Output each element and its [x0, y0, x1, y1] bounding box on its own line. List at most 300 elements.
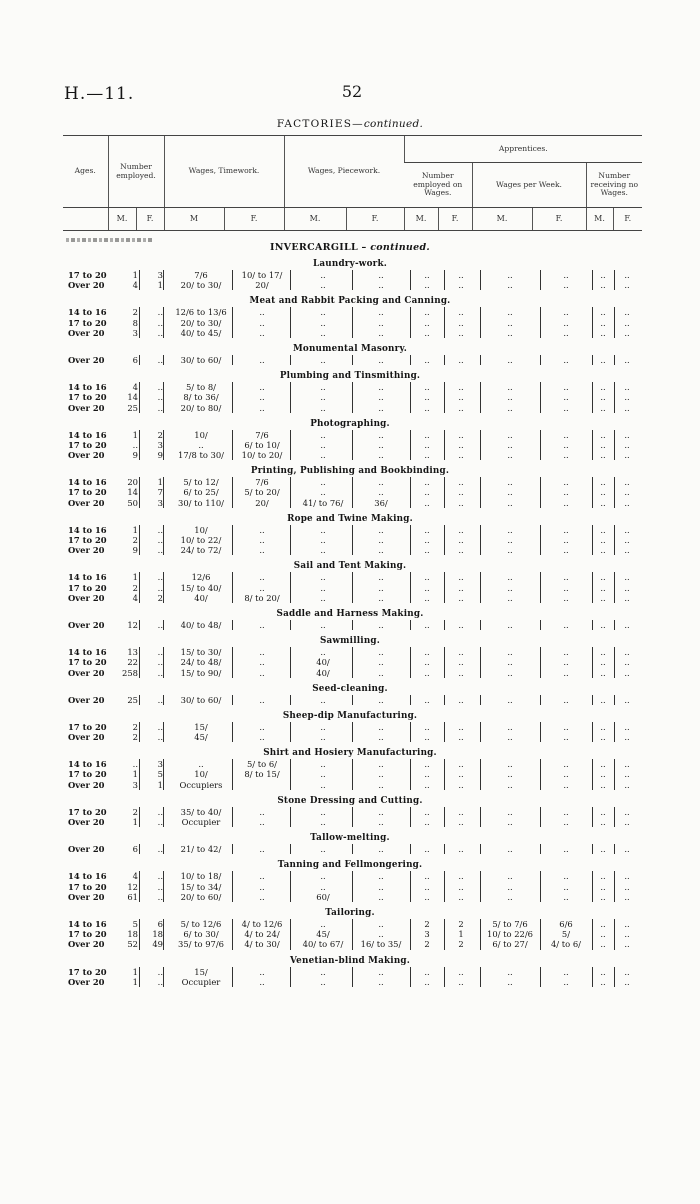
table-row	[0, 318, 700, 328]
cell-app-m: ..	[424, 582, 430, 593]
cell-app-f: ..	[458, 871, 464, 882]
cell-age: Over 20	[68, 844, 105, 855]
cell-nowage-m: ..	[600, 450, 606, 461]
cell-app-f: ..	[458, 280, 464, 291]
column-rule	[163, 450, 164, 460]
cell-piece-f: ..	[378, 572, 384, 583]
cell-nowage-f: ..	[624, 976, 630, 987]
cell-time-m: 35/ to 97/6	[177, 939, 225, 950]
cell-app-wage-m: 6/ to 27/	[492, 939, 528, 950]
cell-app-m: ..	[424, 450, 430, 461]
cell-app-wage-f: ..	[563, 535, 569, 545]
cell-app-m: ..	[424, 382, 430, 393]
cell-time-f: ..	[259, 817, 265, 827]
cell-time-m: 40/ to 48/	[180, 619, 222, 630]
cell-app-m: ..	[424, 721, 430, 732]
cell-app-m: ..	[424, 759, 430, 770]
cell-emp-m: 25	[127, 694, 138, 705]
cell-app-wage-m: ..	[507, 354, 513, 365]
table-row	[0, 593, 700, 603]
cell-nowage-m: ..	[600, 392, 606, 403]
column-rule	[139, 871, 140, 881]
cell-emp-f: ..	[157, 572, 163, 583]
cell-nowage-m: ..	[600, 545, 606, 556]
cell-nowage-f: ..	[624, 939, 630, 950]
cell-nowage-m: ..	[600, 891, 606, 902]
cell-piece-f: ..	[378, 966, 384, 977]
cell-time-f: ..	[259, 307, 265, 318]
cell-age: 17 to 20	[68, 582, 107, 593]
table-title-continued: continued.	[363, 118, 424, 130]
cell-piece-f: 16/ to 35/	[360, 939, 402, 950]
column-rule	[139, 780, 140, 790]
cell-time-m: 20/ to 30/	[180, 317, 222, 328]
cell-nowage-f: ..	[624, 439, 630, 450]
column-rule	[139, 939, 140, 949]
column-rule	[139, 545, 140, 555]
column-rule	[139, 882, 140, 892]
cell-nowage-m: ..	[600, 694, 606, 705]
cell-emp-f: ..	[157, 732, 163, 743]
cell-piece-f: ..	[378, 592, 384, 603]
cell-app-f: ..	[458, 721, 464, 732]
section	[0, 636, 700, 678]
cell-nowage-f: ..	[624, 619, 630, 630]
column-rule	[139, 430, 140, 440]
column-rule	[139, 732, 140, 742]
cell-age: 17 to 20	[68, 317, 107, 328]
cell-time-f: ..	[259, 327, 265, 338]
cell-piece-m: 40/	[316, 667, 330, 678]
cell-time-f: ..	[259, 806, 265, 817]
cell-piece-m: ..	[320, 966, 326, 977]
col-app-no-wages: Number receiving no Wages.	[586, 163, 642, 208]
col-emp-f: F.	[136, 208, 164, 231]
cell-time-m: 30/ to 60/	[180, 354, 222, 365]
cell-emp-f: ..	[157, 966, 163, 977]
cell-app-wage-f: ..	[563, 891, 569, 902]
cell-time-f: 4/ to 24/	[244, 929, 280, 940]
section	[0, 748, 700, 790]
cell-time-f: ..	[259, 382, 265, 393]
cell-emp-f: 9	[157, 450, 163, 461]
cell-nowage-m: ..	[600, 976, 606, 987]
cell-emp-m: 1	[132, 270, 138, 280]
cell-app-m: ..	[424, 732, 430, 743]
table-row	[0, 450, 700, 460]
cell-emp-f: 5	[157, 769, 163, 780]
cell-app-f: ..	[458, 582, 464, 593]
cell-app-wage-f: ..	[563, 976, 569, 987]
table-row	[0, 844, 700, 854]
cell-app-wage-f: ..	[563, 657, 569, 668]
column-rule	[139, 307, 140, 317]
column-rule	[163, 929, 164, 939]
cell-app-wage-m: ..	[507, 582, 513, 593]
cell-time-m: 10/	[194, 769, 208, 780]
table-row	[0, 307, 700, 317]
table-row	[0, 647, 700, 657]
section	[0, 514, 700, 556]
cell-age: 17 to 20	[68, 392, 107, 403]
cell-emp-f: 1	[157, 477, 163, 488]
cell-emp-f: ..	[157, 976, 163, 987]
cell-time-f: 7/6	[255, 429, 269, 440]
cell-time-f: 20/	[255, 280, 269, 291]
column-rule	[139, 382, 140, 392]
cell-age: 17 to 20	[68, 929, 107, 940]
cell-nowage-m: ..	[600, 966, 606, 977]
table-row	[0, 722, 700, 732]
cell-app-m: ..	[424, 592, 430, 603]
cell-time-m: 10/	[194, 524, 208, 535]
cell-app-wage-m: ..	[507, 779, 513, 790]
cell-app-m: ..	[424, 402, 430, 413]
cell-app-wage-f: ..	[563, 450, 569, 461]
cell-time-f: 10/ to 17/	[241, 270, 283, 280]
town-heading: INVERCARGILL – continued.	[269, 242, 431, 253]
cell-emp-f: ..	[157, 891, 163, 902]
cell-time-f: ..	[259, 657, 265, 668]
cell-emp-f: ..	[157, 844, 163, 855]
cell-piece-f: ..	[378, 327, 384, 338]
cell-app-wage-f: ..	[563, 694, 569, 705]
cell-time-m: 5/ to 8/	[185, 382, 217, 393]
cell-app-m: ..	[424, 657, 430, 668]
cell-emp-f: ..	[157, 535, 163, 545]
cell-app-m: ..	[424, 881, 430, 892]
cell-piece-m: ..	[320, 769, 326, 780]
cell-app-f: ..	[458, 759, 464, 770]
cell-emp-m: 3	[132, 327, 138, 338]
column-rule	[163, 355, 164, 365]
cell-nowage-m: ..	[600, 779, 606, 790]
cell-piece-f: ..	[378, 918, 384, 929]
column-rule	[163, 270, 164, 280]
cell-piece-f: ..	[378, 976, 384, 987]
cell-piece-f: ..	[378, 817, 384, 827]
cell-time-f: ..	[259, 844, 265, 855]
cell-piece-m: ..	[320, 477, 326, 488]
cell-time-m: ..	[198, 439, 204, 450]
cell-app-f: ..	[458, 382, 464, 393]
cell-nowage-f: ..	[624, 429, 630, 440]
cell-app-wage-m: ..	[507, 871, 513, 882]
cell-piece-f: ..	[378, 280, 384, 291]
cell-emp-m: 61	[127, 891, 138, 902]
cell-emp-m: 8	[132, 317, 138, 328]
cell-age: 14 to 16	[68, 871, 107, 882]
table-header	[63, 135, 642, 231]
cell-piece-m: ..	[320, 817, 326, 827]
cell-nowage-f: ..	[624, 966, 630, 977]
col-app-wage-m: M.	[472, 208, 532, 231]
section-title: Sail and Tent Making.	[293, 561, 407, 572]
cell-app-wage-m: ..	[507, 647, 513, 658]
cell-time-f: 7/6	[255, 477, 269, 488]
cell-app-wage-m: ..	[507, 270, 513, 280]
cell-piece-f: ..	[378, 307, 384, 318]
cell-time-m: 10/	[194, 429, 208, 440]
cell-app-f: ..	[458, 806, 464, 817]
cell-piece-m: ..	[320, 280, 326, 291]
cell-app-f: ..	[458, 732, 464, 743]
cell-age: 14 to 16	[68, 307, 107, 318]
cell-time-f: ..	[259, 647, 265, 658]
cell-emp-m: 25	[127, 402, 138, 413]
cell-app-m: ..	[424, 327, 430, 338]
cell-piece-m: ..	[320, 806, 326, 817]
cell-emp-m: 1	[132, 817, 138, 827]
cell-app-f: ..	[458, 392, 464, 403]
cell-time-f: ..	[259, 619, 265, 630]
cell-app-wage-f: ..	[563, 779, 569, 790]
cell-age: Over 20	[68, 694, 105, 705]
cell-age: Over 20	[68, 327, 105, 338]
cell-time-f: 20/	[255, 497, 269, 508]
cell-time-f: ..	[259, 732, 265, 743]
section-title: Meat and Rabbit Packing and Canning.	[249, 296, 451, 307]
cell-nowage-m: ..	[600, 667, 606, 678]
cell-piece-f: ..	[378, 844, 384, 855]
cell-time-f: 4/ to 30/	[244, 939, 280, 950]
column-rule	[163, 882, 164, 892]
cell-app-wage-f: ..	[563, 817, 569, 827]
column-rule	[139, 355, 140, 365]
column-rule	[163, 722, 164, 732]
table-row	[0, 270, 700, 280]
col-app-nowage-m: M.	[586, 208, 613, 231]
cell-app-wage-f: ..	[563, 327, 569, 338]
cell-piece-m: ..	[320, 721, 326, 732]
col-apprentices: Apprentices.	[404, 136, 642, 163]
cell-emp-m: 1	[132, 429, 138, 440]
cell-piece-m: 40/	[316, 657, 330, 668]
cell-time-m: 20/ to 30/	[180, 280, 222, 291]
cell-app-m: ..	[424, 497, 430, 508]
column-rule	[163, 977, 164, 987]
cell-age: 14 to 16	[68, 382, 107, 393]
cell-piece-f: ..	[378, 582, 384, 593]
cell-time-f: ..	[259, 524, 265, 535]
section	[0, 684, 700, 705]
cell-app-wage-m: ..	[507, 545, 513, 556]
cell-app-wage-m: ..	[507, 317, 513, 328]
cell-age: 17 to 20	[68, 721, 107, 732]
cell-app-f: ..	[458, 881, 464, 892]
cell-app-wage-m: ..	[507, 402, 513, 413]
column-rule	[163, 967, 164, 977]
cell-app-f: ..	[458, 429, 464, 440]
cell-app-f: ..	[458, 769, 464, 780]
cell-time-m: 40/	[194, 592, 208, 603]
cell-time-f: ..	[259, 582, 265, 593]
cell-piece-m: ..	[320, 402, 326, 413]
cell-emp-f: ..	[157, 881, 163, 892]
cell-app-f: ..	[458, 402, 464, 413]
cell-nowage-m: ..	[600, 806, 606, 817]
cell-time-m: 12/6 to 13/6	[175, 307, 227, 318]
table-row	[0, 280, 700, 290]
section-title: Laundry-work.	[312, 259, 388, 269]
cell-nowage-f: ..	[624, 918, 630, 929]
cell-piece-m: ..	[320, 317, 326, 328]
cell-piece-m: ..	[320, 732, 326, 743]
column-rule	[139, 844, 140, 854]
cell-age: 17 to 20	[68, 966, 107, 977]
cell-time-f: ..	[259, 966, 265, 977]
column-rule	[139, 967, 140, 977]
cell-app-f: ..	[458, 667, 464, 678]
cell-piece-m: ..	[320, 582, 326, 593]
column-rule	[139, 477, 140, 487]
cell-emp-f: ..	[157, 307, 163, 318]
cell-nowage-m: ..	[600, 477, 606, 488]
cell-app-m: ..	[424, 429, 430, 440]
cell-time-m: 8/ to 36/	[183, 392, 219, 403]
cell-nowage-m: ..	[600, 871, 606, 882]
col-wages-piecework: Wages, Piecework.	[284, 136, 404, 208]
table-row	[0, 620, 700, 630]
cell-app-m: ..	[424, 966, 430, 977]
cell-piece-m: ..	[320, 871, 326, 882]
cell-time-f: 5/ to 6/	[246, 759, 278, 770]
table-row	[0, 919, 700, 929]
cell-emp-m: 2	[132, 721, 138, 732]
cell-emp-m: 18	[127, 929, 138, 940]
cell-app-f: ..	[458, 572, 464, 583]
column-rule	[163, 769, 164, 779]
cell-age: Over 20	[68, 545, 105, 556]
cell-app-wage-f: ..	[563, 881, 569, 892]
column-rule	[163, 382, 164, 392]
cell-time-f: ..	[259, 694, 265, 705]
cell-app-m: ..	[424, 535, 430, 545]
cell-app-m: 2	[424, 939, 430, 950]
column-rule	[163, 440, 164, 450]
cell-emp-m: ..	[132, 759, 138, 770]
cell-nowage-f: ..	[624, 592, 630, 603]
table-row	[0, 892, 700, 902]
cell-emp-f: ..	[157, 657, 163, 668]
cell-emp-f: ..	[157, 327, 163, 338]
cell-piece-f: ..	[378, 477, 384, 488]
cell-piece-m: ..	[320, 976, 326, 987]
cell-piece-f: ..	[378, 545, 384, 556]
cell-app-wage-f: ..	[563, 477, 569, 488]
cell-app-f: ..	[458, 545, 464, 556]
column-rule	[139, 593, 140, 603]
cell-emp-m: 4	[132, 871, 138, 882]
section-title: Saddle and Harness Making.	[276, 608, 424, 619]
cell-age: Over 20	[68, 354, 105, 365]
cell-app-wage-m: ..	[507, 307, 513, 318]
column-rule	[163, 668, 164, 678]
cell-age: Over 20	[68, 280, 105, 291]
cell-nowage-m: ..	[600, 280, 606, 291]
cell-app-f: ..	[458, 487, 464, 498]
table-row	[0, 780, 700, 790]
cell-piece-m: ..	[320, 524, 326, 535]
cell-nowage-f: ..	[624, 487, 630, 498]
cell-app-wage-m: ..	[507, 619, 513, 630]
table-row	[0, 477, 700, 487]
cell-time-f: ..	[259, 721, 265, 732]
cell-age: 17 to 20	[68, 487, 107, 498]
cell-piece-f: ..	[378, 871, 384, 882]
cell-piece-m: ..	[320, 592, 326, 603]
cell-piece-f: ..	[378, 891, 384, 902]
cell-emp-m: ..	[132, 439, 138, 450]
column-rule	[139, 583, 140, 593]
cell-age: 17 to 20	[68, 806, 107, 817]
cell-time-f: ..	[259, 667, 265, 678]
cell-nowage-f: ..	[624, 844, 630, 855]
cell-time-m: 5/ to 12/6	[180, 918, 222, 929]
column-rule	[163, 892, 164, 902]
cell-piece-f: ..	[378, 647, 384, 658]
cell-piece-f: ..	[378, 779, 384, 790]
table-row	[0, 382, 700, 392]
cell-piece-f: ..	[378, 392, 384, 403]
cell-emp-f: ..	[157, 817, 163, 827]
cell-app-f: ..	[458, 524, 464, 535]
column-rule	[163, 318, 164, 328]
cell-time-f: ..	[259, 354, 265, 365]
cell-app-wage-m: ..	[507, 392, 513, 403]
cell-time-m: 30/ to 60/	[180, 694, 222, 705]
cell-nowage-m: ..	[600, 354, 606, 365]
cell-time-f: 10/ to 20/	[241, 450, 283, 461]
cell-nowage-f: ..	[624, 317, 630, 328]
cell-app-wage-m: ..	[507, 694, 513, 705]
table-body	[0, 240, 700, 987]
cell-time-m: Occupier	[181, 817, 221, 827]
cell-age: 17 to 20	[68, 535, 107, 545]
cell-age: Over 20	[68, 497, 105, 508]
cell-time-m: 10/ to 18/	[180, 871, 222, 882]
cell-app-wage-f: ..	[563, 844, 569, 855]
cell-emp-f: 2	[157, 429, 163, 440]
column-rule	[163, 732, 164, 742]
col-ages: Ages.	[63, 136, 108, 208]
column-rule	[163, 328, 164, 338]
column-rule	[163, 525, 164, 535]
cell-app-wage-f: ..	[563, 582, 569, 593]
col-app-num-f: F.	[438, 208, 472, 231]
cell-app-m: ..	[424, 439, 430, 450]
column-rule	[139, 929, 140, 939]
cell-piece-f: ..	[378, 721, 384, 732]
cell-age: 17 to 20	[68, 769, 107, 780]
cell-piece-f: ..	[378, 317, 384, 328]
cell-emp-m: 52	[127, 939, 138, 950]
section	[0, 466, 700, 508]
column-rule	[139, 769, 140, 779]
cell-piece-m: ..	[320, 694, 326, 705]
cell-app-wage-m: ..	[507, 439, 513, 450]
col-ages-blank	[63, 208, 108, 231]
cell-emp-f: 3	[157, 759, 163, 770]
cell-app-f: ..	[458, 327, 464, 338]
cell-app-wage-f: ..	[563, 667, 569, 678]
cell-nowage-m: ..	[600, 582, 606, 593]
cell-age: 14 to 16	[68, 429, 107, 440]
cell-nowage-f: ..	[624, 450, 630, 461]
cell-piece-m: ..	[320, 881, 326, 892]
cell-piece-f: ..	[378, 382, 384, 393]
table-row	[0, 807, 700, 817]
